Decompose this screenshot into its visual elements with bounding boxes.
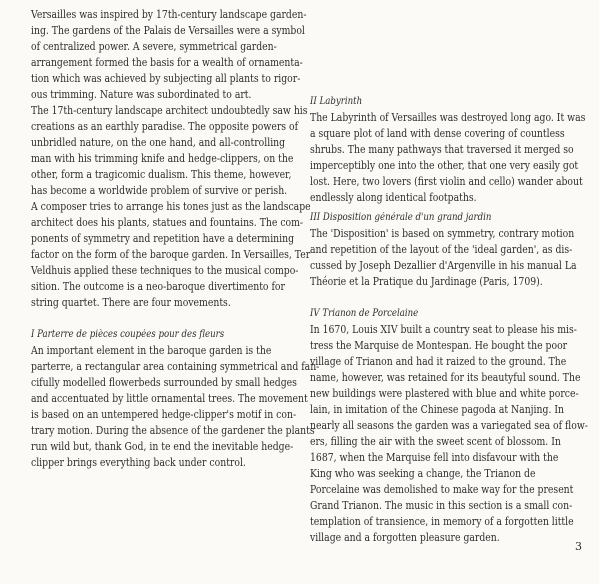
intro-paragraph-line: Veldhuis applied these techniques to the musical compo- (31, 264, 299, 277)
parterre-text-line: is based on an untempered hedge-clipper's motif in con- (31, 408, 297, 421)
section-heading-trianon: IV Trianon de Porcelaine (310, 308, 419, 319)
intro-paragraph-line: has become a worldwide problem of survive or perish. (31, 184, 288, 197)
trianon-text-line: 1687, when the Marquise fell into disfavour with the (310, 451, 559, 464)
intro-paragraph-line: creations as an earthly paradise. The opposite powers of (31, 120, 299, 133)
intro-paragraph-line: The 17th-century landscape architect undoubtedly saw his (31, 104, 308, 117)
intro-paragraph-line: ing. The gardens of the Palais de Versailles were a symbol (31, 24, 305, 37)
page-number: 3 (575, 540, 582, 553)
trianon-text-line: King who was seeking a change, the Trianon de (310, 467, 536, 480)
trianon-text-line: In 1670, Louis XIV built a country seat to please his mis- (310, 323, 577, 336)
intro-paragraph-line: other, form a tragicomic dualism. This theme, however, (31, 168, 292, 181)
labyrinth-text-line: The Labyrinth of Versailles was destroyed long ago. It was (310, 111, 586, 124)
trianon-text-line: name, however, was retained for its beautyful sound. The (310, 371, 581, 384)
trianon-text-line: lain, in imitation of the Chinese pagoda at Nanjing. In (310, 403, 565, 416)
intro-paragraph-line: factor on the form of the baroque garden. In Versailles, Ter (31, 248, 311, 261)
parterre-text-line: cifully modelled flowerbeds surrounded by small hedges (31, 376, 297, 389)
disposition-text-line: cussed by Joseph Dezallier d'Argenville in his manual La (310, 259, 577, 272)
parterre-text-line: run wild but, thank God, in te end the inevitable hedge- (31, 440, 294, 453)
parterre-text-line: parterre, a rectangular area containing symmetrical and fan- (31, 360, 320, 373)
trianon-text-line: templation of transience, in memory of a forgotten little (310, 515, 574, 528)
trianon-text-line: ers, filling the air with the sweet scent of blossom. In (310, 435, 561, 448)
intro-paragraph-line: tion which was achieved by subjecting all plants to rigor- (31, 72, 301, 85)
trianon-text-line: nearly all seasons the garden was a variegated sea of flow- (310, 419, 588, 432)
disposition-text-line: and repetition of the layout of the 'ideal garden', as dis- (310, 243, 573, 256)
parterre-text-line: trary motion. During the absence of the gardener the plants (31, 424, 315, 437)
intro-paragraph-line: ous trimming. Nature was subordinated to art. (31, 88, 252, 101)
intro-paragraph-line: arrangement formed the basis for a wealth of ornamenta- (31, 56, 303, 69)
labyrinth-text-line: endlessly along identical footpaths. (310, 191, 477, 204)
intro-paragraph-line: Versailles was inspired by 17th-century landscape garden- (31, 8, 307, 21)
trianon-text-line: village and a forgotten pleasure garden. (310, 531, 500, 544)
intro-paragraph-line: of centralized power. A severe, symmetrical garden- (31, 40, 277, 53)
intro-paragraph-line: unbridled nature, on the one hand, and all-controlling (31, 136, 286, 149)
trianon-text-line: Porcelaine was demolished to make way for the present (310, 483, 574, 496)
section-heading-parterre: I Parterre de pièces coupées pour des fleurs (31, 329, 225, 340)
intro-paragraph-line: ponents of symmetry and repetition have a determining (31, 232, 295, 245)
intro-paragraph-line: string quartet. There are four movements. (31, 296, 231, 309)
trianon-text-line: tress the Marquise de Montespan. He bought the poor (310, 339, 568, 352)
section-heading-disposition: III Disposition générale d'un grand jardin (310, 212, 492, 223)
disposition-text-line: Théorie et la Pratique du Jardinage (Paris, 1709). (310, 275, 543, 288)
parterre-text-line: clipper brings everything back under control. (31, 456, 246, 469)
intro-paragraph-line: man with his trimming knife and hedge-clippers, on the (31, 152, 294, 165)
labyrinth-text-line: a square plot of land with dense covering of countless (310, 127, 565, 140)
trianon-text-line: new buildings were plastered with blue and white porce- (310, 387, 579, 400)
labyrinth-text-line: imperceptibly one into the other, that one very easily got (310, 159, 579, 172)
intro-paragraph-line: architect does his plants, statues and fountains. The com- (31, 216, 304, 229)
parterre-text-line: An important element in the baroque garden is the (31, 344, 272, 357)
parterre-text-line: and accentuated by little ornamental trees. The movement (31, 392, 308, 405)
section-heading-labyrinth: II Labyrinth (310, 96, 363, 107)
intro-paragraph-line: sition. The outcome is a neo-baroque divertimento for (31, 280, 285, 293)
intro-paragraph-line: A composer tries to arrange his tones just as the landscape (31, 200, 311, 213)
trianon-text-line: village of Trianon and had it raized to the ground. The (310, 355, 567, 368)
labyrinth-text-line: shrubs. The many pathways that traversed it merged so (310, 143, 574, 156)
trianon-text-line: Grand Trianon. The music in this section is a small con- (310, 499, 573, 512)
labyrinth-text-line: lost. Here, two lovers (first violin and cello) wander about (310, 175, 583, 188)
disposition-text-line: The 'Disposition' is based on symmetry, contrary motion (310, 227, 575, 240)
